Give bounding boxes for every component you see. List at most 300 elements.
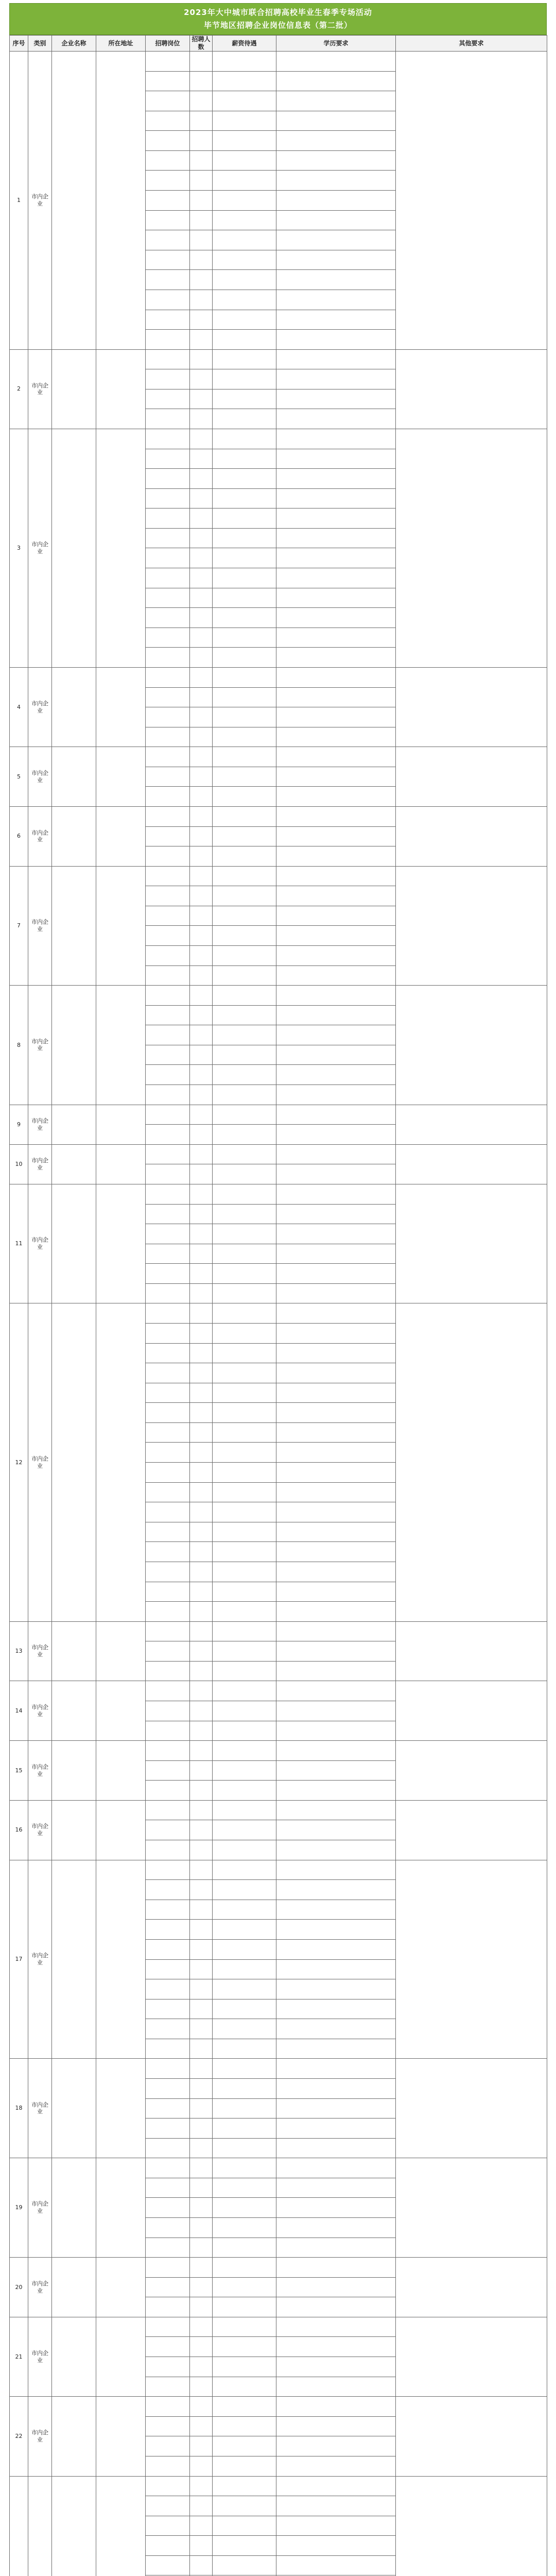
education-cell <box>276 1641 396 1662</box>
education-cell <box>276 1820 396 1840</box>
company-category: 市内企业 <box>28 1681 52 1741</box>
header-seq: 序号 <box>10 36 28 52</box>
position-cell <box>146 210 190 230</box>
company-address-cell <box>96 2476 146 2576</box>
company-name-cell <box>52 429 96 667</box>
education-cell <box>276 1164 396 1184</box>
count-cell <box>190 2476 213 2496</box>
position-cell <box>146 1204 190 1224</box>
education-cell <box>276 648 396 668</box>
salary-cell <box>213 866 276 886</box>
position-cell <box>146 1582 190 1602</box>
position-cell <box>146 1224 190 1244</box>
count-cell <box>190 1363 213 1383</box>
company-name-cell <box>52 2476 96 2576</box>
count-cell <box>190 1602 213 1622</box>
count-cell <box>190 330 213 350</box>
table-row <box>10 866 547 886</box>
position-cell <box>146 349 190 369</box>
company-name-cell <box>52 1184 96 1303</box>
position-cell <box>146 1661 190 1681</box>
salary-cell <box>213 1403 276 1423</box>
salary-cell <box>213 131 276 151</box>
education-cell <box>276 290 396 310</box>
company-category: 市内企业 <box>28 1741 52 1801</box>
position-cell <box>146 906 190 926</box>
company-address-cell <box>96 2317 146 2396</box>
table-row <box>10 1621 547 1641</box>
position-cell <box>146 1522 190 1542</box>
education-cell <box>276 2536 396 2556</box>
count-cell <box>190 1403 213 1423</box>
count-cell <box>190 986 213 1006</box>
salary-cell <box>213 210 276 230</box>
salary-cell <box>213 588 276 608</box>
table-row <box>10 1105 547 1125</box>
position-cell <box>146 926 190 946</box>
header-address: 所在地址 <box>96 36 146 52</box>
salary-cell <box>213 2019 276 2039</box>
count-cell <box>190 648 213 668</box>
salary-cell <box>213 2297 276 2317</box>
education-cell <box>276 787 396 807</box>
position-cell <box>146 91 190 111</box>
position-cell <box>146 2119 190 2139</box>
position-cell <box>146 2337 190 2357</box>
education-cell <box>276 2218 396 2238</box>
position-cell <box>146 2357 190 2377</box>
salary-cell <box>213 1781 276 1801</box>
position-cell <box>146 1800 190 1820</box>
education-cell <box>276 2098 396 2119</box>
position-cell <box>146 52 190 72</box>
position-cell <box>146 111 190 131</box>
company-seq: 8 <box>10 986 28 1105</box>
position-cell <box>146 2078 190 2098</box>
company-category: 市内企业 <box>28 429 52 667</box>
position-cell <box>146 1860 190 1880</box>
count-cell <box>190 528 213 548</box>
salary-cell <box>213 488 276 509</box>
company-category: 市内企业 <box>28 667 52 747</box>
education-cell <box>276 2297 396 2317</box>
count-cell <box>190 1939 213 1959</box>
salary-cell <box>213 429 276 449</box>
count-cell <box>190 1661 213 1681</box>
salary-cell <box>213 2496 276 2516</box>
count-cell <box>190 866 213 886</box>
company-seq: 3 <box>10 429 28 667</box>
position-cell <box>146 1681 190 1701</box>
count-cell <box>190 1840 213 1860</box>
position-cell <box>146 2178 190 2198</box>
count-cell <box>190 111 213 131</box>
count-cell <box>190 2119 213 2139</box>
education-cell <box>276 2178 396 2198</box>
title-line-2: 毕节地区招聘企业岗位信息表（第二批） <box>203 21 352 30</box>
position-cell <box>146 1303 190 1324</box>
position-cell <box>146 488 190 509</box>
salary-cell <box>213 509 276 529</box>
salary-cell <box>213 1681 276 1701</box>
education-cell <box>276 1900 396 1920</box>
education-cell <box>276 1880 396 1900</box>
education-cell <box>276 1363 396 1383</box>
other-requirements-cell <box>396 1105 547 1144</box>
salary-cell <box>213 1005 276 1025</box>
education-cell <box>276 429 396 449</box>
position-cell <box>146 1621 190 1641</box>
education-cell <box>276 171 396 191</box>
count-cell <box>190 588 213 608</box>
position-cell <box>146 846 190 867</box>
position-cell <box>146 1721 190 1741</box>
company-address-cell <box>96 429 146 667</box>
education-cell <box>276 1681 396 1701</box>
salary-cell <box>213 906 276 926</box>
salary-cell <box>213 1383 276 1403</box>
count-cell <box>190 1184 213 1204</box>
education-cell <box>276 1383 396 1403</box>
other-requirements-cell <box>396 667 547 747</box>
education-cell <box>276 449 396 469</box>
position-cell <box>146 1343 190 1363</box>
salary-cell <box>213 846 276 867</box>
count-cell <box>190 548 213 568</box>
salary-cell <box>213 1105 276 1125</box>
position-cell <box>146 429 190 449</box>
education-cell <box>276 1920 396 1940</box>
position-cell <box>146 568 190 588</box>
company-name-cell <box>52 986 96 1105</box>
position-cell <box>146 1781 190 1801</box>
other-requirements-cell <box>396 2317 547 2396</box>
company-name-cell <box>52 2258 96 2317</box>
company-address-cell <box>96 1741 146 1801</box>
count-cell <box>190 1025 213 1045</box>
company-category: 市内企业 <box>28 1621 52 1681</box>
education-cell <box>276 1422 396 1443</box>
position-cell <box>146 389 190 409</box>
education-cell <box>276 965 396 986</box>
salary-cell <box>213 2516 276 2536</box>
education-cell <box>276 2436 396 2456</box>
position-cell <box>146 1502 190 1522</box>
salary-cell <box>213 1999 276 2019</box>
header-education: 学历要求 <box>276 36 396 52</box>
salary-cell <box>213 1144 276 1164</box>
education-cell <box>276 150 396 171</box>
company-category: 市内企业 <box>28 52 52 350</box>
salary-cell <box>213 787 276 807</box>
position-cell <box>146 1920 190 1940</box>
education-cell <box>276 1324 396 1344</box>
count-cell <box>190 1582 213 1602</box>
count-cell <box>190 727 213 747</box>
education-cell <box>276 2496 396 2516</box>
education-cell <box>276 1701 396 1721</box>
company-address-cell <box>96 747 146 807</box>
salary-cell <box>213 548 276 568</box>
table-row <box>10 1860 547 1880</box>
company-name-cell <box>52 1800 96 1860</box>
count-cell <box>190 1781 213 1801</box>
education-cell <box>276 1144 396 1164</box>
company-category: 市内企业 <box>28 747 52 807</box>
salary-cell <box>213 806 276 826</box>
salary-cell <box>213 409 276 429</box>
education-cell <box>276 1085 396 1105</box>
count-cell <box>190 131 213 151</box>
salary-cell <box>213 1482 276 1502</box>
position-cell <box>146 806 190 826</box>
table-row <box>10 1681 547 1701</box>
salary-cell <box>213 1363 276 1383</box>
education-cell <box>276 1303 396 1324</box>
other-requirements-cell <box>396 806 547 866</box>
position-cell <box>146 1244 190 1264</box>
company-name-cell <box>52 806 96 866</box>
salary-cell <box>213 1324 276 1344</box>
count-cell <box>190 608 213 628</box>
count-cell <box>190 2496 213 2516</box>
company-address-cell <box>96 1184 146 1303</box>
education-cell <box>276 846 396 867</box>
education-cell <box>276 1741 396 1761</box>
position-cell <box>146 1045 190 1065</box>
salary-cell <box>213 747 276 767</box>
count-cell <box>190 2178 213 2198</box>
company-address-cell <box>96 1303 146 1621</box>
company-name-cell <box>52 667 96 747</box>
count-cell <box>190 946 213 966</box>
salary-cell <box>213 1959 276 1979</box>
count-cell <box>190 1422 213 1443</box>
salary-cell <box>213 290 276 310</box>
company-name-cell <box>52 747 96 807</box>
position-cell <box>146 469 190 489</box>
education-cell <box>276 1979 396 1999</box>
count-cell <box>190 1244 213 1264</box>
position-cell <box>146 1602 190 1622</box>
education-cell <box>276 628 396 648</box>
salary-cell <box>213 2218 276 2238</box>
position-cell <box>146 648 190 668</box>
header-position: 招聘岗位 <box>146 36 190 52</box>
other-requirements-cell <box>396 2476 547 2576</box>
education-cell <box>276 230 396 250</box>
salary-cell <box>213 2377 276 2397</box>
position-cell <box>146 2258 190 2278</box>
education-cell <box>276 1621 396 1641</box>
other-requirements-cell <box>396 1741 547 1801</box>
salary-cell <box>213 2555 276 2575</box>
education-cell <box>276 2456 396 2476</box>
education-cell <box>276 2119 396 2139</box>
position-cell <box>146 191 190 211</box>
salary-cell <box>213 1343 276 1363</box>
education-cell <box>276 250 396 270</box>
count-cell <box>190 1065 213 1085</box>
company-category: 市内企业 <box>28 2258 52 2317</box>
company-seq: 9 <box>10 1105 28 1144</box>
count-cell <box>190 509 213 529</box>
count-cell <box>190 2059 213 2079</box>
salary-cell <box>213 1760 276 1781</box>
count-cell <box>190 965 213 986</box>
salary-cell <box>213 1502 276 1522</box>
education-cell <box>276 767 396 787</box>
count-cell <box>190 1085 213 1105</box>
education-cell <box>276 1562 396 1582</box>
company-name-cell <box>52 52 96 350</box>
education-cell <box>276 1283 396 1303</box>
salary-cell <box>213 1721 276 1741</box>
count-cell <box>190 2019 213 2039</box>
company-address-cell <box>96 806 146 866</box>
company-address-cell <box>96 2059 146 2158</box>
education-cell <box>276 469 396 489</box>
position-cell <box>146 1144 190 1164</box>
count-cell <box>190 2098 213 2119</box>
salary-cell <box>213 568 276 588</box>
count-cell <box>190 1920 213 1940</box>
count-cell <box>190 1383 213 1403</box>
count-cell <box>190 250 213 270</box>
header-count: 招聘人数 <box>190 36 213 52</box>
company-seq: 20 <box>10 2258 28 2317</box>
count-cell <box>190 1959 213 1979</box>
position-cell <box>146 1422 190 1443</box>
position-cell <box>146 2218 190 2238</box>
header-other: 其他要求 <box>396 36 547 52</box>
position-cell <box>146 1939 190 1959</box>
education-cell <box>276 310 396 330</box>
position-cell <box>146 965 190 986</box>
company-category: 市内企业 <box>28 986 52 1105</box>
salary-cell <box>213 1582 276 1602</box>
table-row <box>10 1184 547 1204</box>
company-seq: 19 <box>10 2158 28 2258</box>
education-cell <box>276 986 396 1006</box>
education-cell <box>276 409 396 429</box>
count-cell <box>190 1264 213 1284</box>
company-seq: 10 <box>10 1144 28 1184</box>
company-name-cell <box>52 2317 96 2396</box>
salary-cell <box>213 1701 276 1721</box>
company-seq: 14 <box>10 1681 28 1741</box>
salary-cell <box>213 2119 276 2139</box>
count-cell <box>190 2416 213 2436</box>
company-seq: 7 <box>10 866 28 985</box>
salary-cell <box>213 369 276 389</box>
position-cell <box>146 1641 190 1662</box>
position-cell <box>146 2277 190 2297</box>
salary-cell <box>213 2476 276 2496</box>
company-address-cell <box>96 667 146 747</box>
education-cell <box>276 886 396 906</box>
company-category: 市内企业 <box>28 1184 52 1303</box>
education-cell <box>276 608 396 628</box>
salary-cell <box>213 926 276 946</box>
position-cell <box>146 1443 190 1463</box>
table-row <box>10 2317 547 2337</box>
company-category: 市内企业 <box>28 2317 52 2396</box>
table-body <box>10 52 547 2576</box>
position-cell <box>146 588 190 608</box>
salary-cell <box>213 52 276 72</box>
position-cell <box>146 2297 190 2317</box>
count-cell <box>190 230 213 250</box>
count-cell <box>190 2357 213 2377</box>
other-requirements-cell <box>396 52 547 350</box>
count-cell <box>190 1005 213 1025</box>
count-cell <box>190 1800 213 1820</box>
company-category: 市内企业 <box>28 806 52 866</box>
position-cell <box>146 250 190 270</box>
company-name-cell <box>52 1105 96 1144</box>
education-cell <box>276 2238 396 2258</box>
company-name-cell <box>52 866 96 985</box>
education-cell <box>276 2377 396 2397</box>
company-address-cell <box>96 52 146 350</box>
count-cell <box>190 1741 213 1761</box>
position-cell <box>146 528 190 548</box>
salary-cell <box>213 250 276 270</box>
salary-cell <box>213 310 276 330</box>
company-seq: 16 <box>10 1800 28 1860</box>
salary-cell <box>213 2337 276 2357</box>
education-cell <box>276 369 396 389</box>
education-cell <box>276 2337 396 2357</box>
count-cell <box>190 667 213 687</box>
other-requirements-cell <box>396 1681 547 1741</box>
other-requirements-cell <box>396 1800 547 1860</box>
count-cell <box>190 1204 213 1224</box>
salary-cell <box>213 2238 276 2258</box>
other-requirements-cell <box>396 2059 547 2158</box>
salary-cell <box>213 191 276 211</box>
count-cell <box>190 1343 213 1363</box>
count-cell <box>190 1125 213 1145</box>
salary-cell <box>213 270 276 290</box>
education-cell <box>276 2059 396 2079</box>
position-cell <box>146 1065 190 1085</box>
salary-cell <box>213 1840 276 1860</box>
education-cell <box>276 1403 396 1423</box>
position-cell <box>146 1979 190 1999</box>
company-category: 市内企业 <box>28 1860 52 2059</box>
salary-cell <box>213 1741 276 1761</box>
company-address-cell <box>96 866 146 985</box>
education-cell <box>276 2198 396 2218</box>
position-cell <box>146 1105 190 1125</box>
salary-cell <box>213 2397 276 2417</box>
salary-cell <box>213 171 276 191</box>
education-cell <box>276 1125 396 1145</box>
education-cell <box>276 91 396 111</box>
position-cell <box>146 1363 190 1383</box>
position-cell <box>146 2476 190 2496</box>
education-cell <box>276 1443 396 1463</box>
company-category: 市内企业 <box>28 2059 52 2158</box>
salary-cell <box>213 2198 276 2218</box>
count-cell <box>190 290 213 310</box>
education-cell <box>276 747 396 767</box>
company-category: 市内企业 <box>28 866 52 985</box>
company-address-cell <box>96 2158 146 2258</box>
position-cell <box>146 1701 190 1721</box>
